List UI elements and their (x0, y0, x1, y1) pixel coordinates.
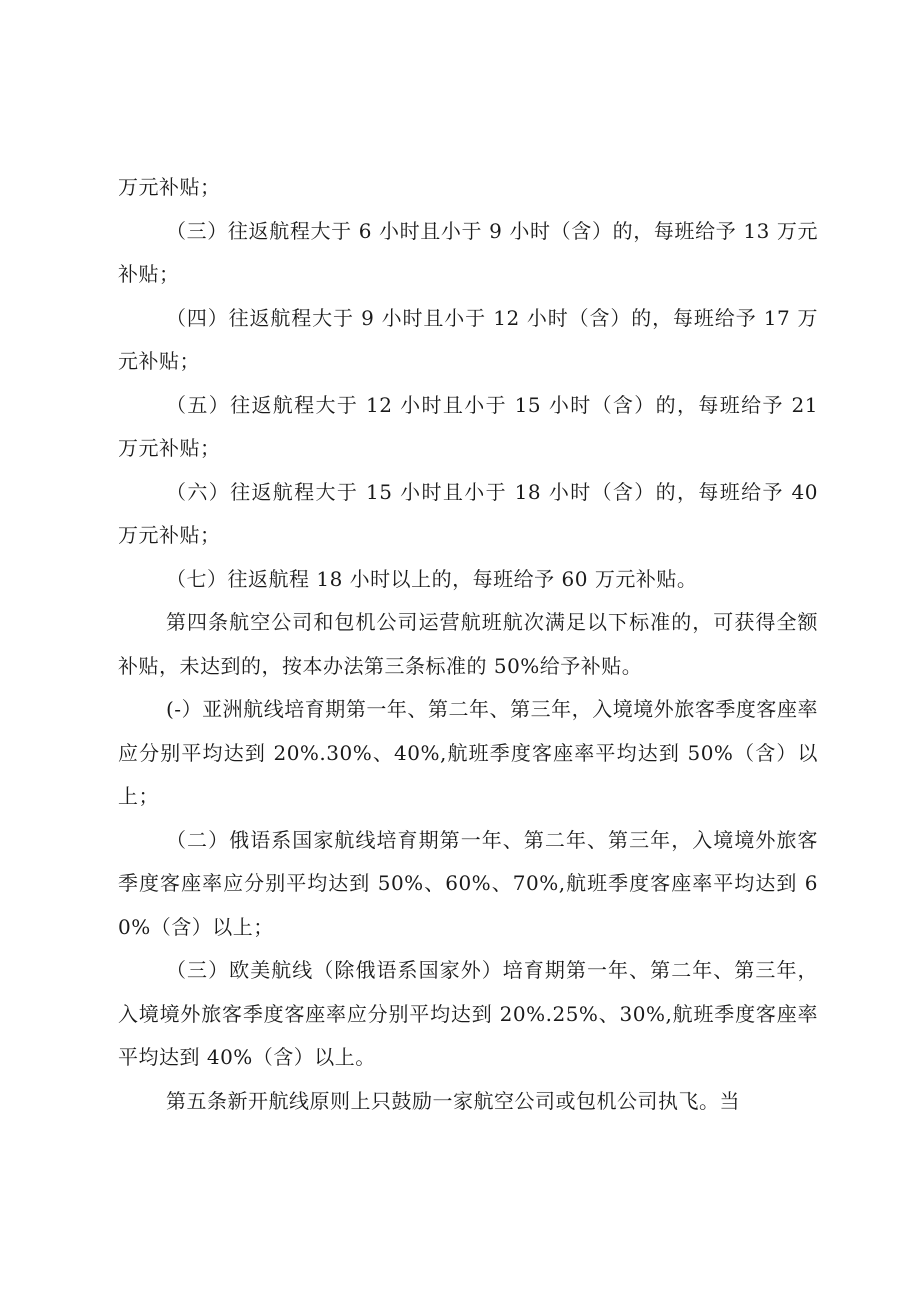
paragraph-item-5: （五）往返航程大于 12 小时且小于 15 小时（含）的，每班给予 21 万元补贴； (118, 392, 818, 460)
paragraph-euro-american-routes: （三）欧美航线（除俄语系国家外）培育期第一年、第二年、第三年，入境境外旅客季度客座率应分别平均达到 20%.25%、30%,航班季度客座率平均达到 40%（含）以上。 (118, 958, 818, 1069)
paragraph-asia-routes: (-）亚洲航线培育期第一年、第二年、第三年，入境境外旅客季度客座率应分别平均达到 20%.30%、40%,航班季度客座率平均达到 50%（含）以上； (118, 697, 818, 808)
paragraph-item-6: （六）往返航程大于 15 小时且小于 18 小时（含）的，每班给予 40 万元补贴； (118, 479, 818, 547)
paragraph-item-3: （三）往返航程大于 6 小时且小于 9 小时（含）的，每班给予 13 万元补贴； (118, 218, 818, 286)
document-body (118, 166, 818, 1123)
paragraph-item-4: （四）往返航程大于 9 小时且小于 12 小时（含）的，每班给予 17 万元补贴； (118, 305, 818, 373)
paragraph-article-4: 第四条航空公司和包机公司运营航班航次满足以下标准的，可获得全额补贴，未达到的，按本办法第三条标准的 50%给予补贴。 (118, 610, 818, 678)
paragraph-item-7: （七）往返航程 18 小时以上的，每班给予 60 万元补贴。 (166, 566, 698, 591)
paragraph-article-5: 第五条新开航线原则上只鼓励一家航空公司或包机公司执飞。当 (166, 1088, 740, 1113)
paragraph-russian-routes: （二）俄语系国家航线培育期第一年、第二年、第三年，入境境外旅客季度客座率应分别平均达到 50%、60%、70%,航班季度客座率平均达到 60%（含）以上； (118, 827, 818, 939)
paragraph-continuation: 万元补贴； (118, 175, 221, 199)
